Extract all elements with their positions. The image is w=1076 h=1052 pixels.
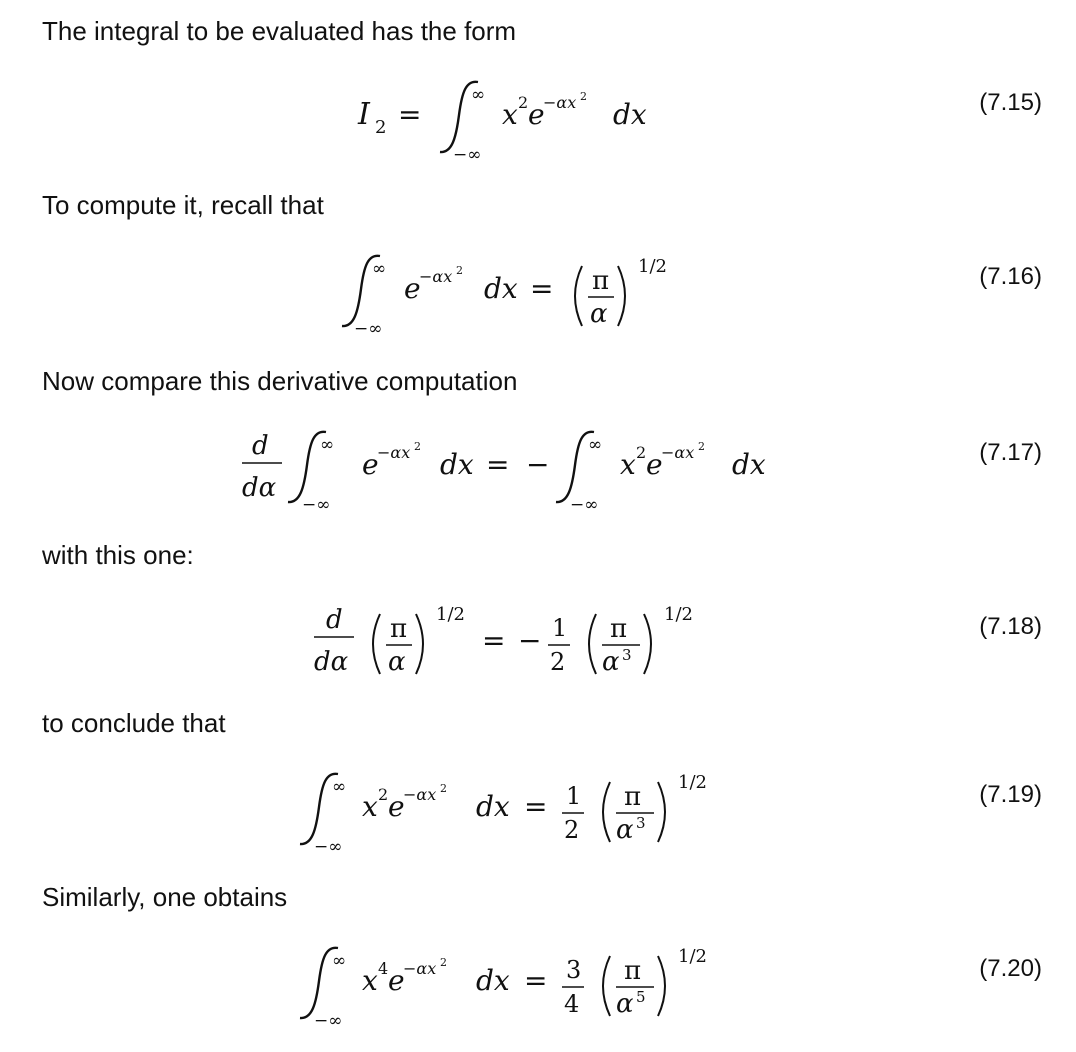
symbol-pi: π [624, 956, 642, 986]
equals-sign: = [398, 98, 422, 131]
paragraph-recall: To compute it, recall that [42, 190, 324, 220]
paragraph-compare: Now compare this derivative computation [42, 366, 518, 396]
upper-limit: ∞ [372, 259, 387, 279]
power-half: 1/2 [678, 946, 707, 967]
left-paren [589, 614, 596, 674]
equals-sign: = [486, 448, 510, 481]
symbol-alpha: α [616, 989, 634, 1019]
paragraph-with-this: with this one: [42, 540, 194, 570]
symbol-dx: dx [613, 98, 647, 131]
superscript-2: 2 [636, 443, 647, 462]
equation-number-7-16: (7.16) [979, 263, 1042, 290]
equation-7-17 [242, 431, 766, 515]
equation-7-16 [342, 256, 667, 339]
exponent: −αx [403, 959, 437, 978]
equation-number-7-20: (7.20) [979, 955, 1042, 982]
symbol-pi: π [592, 266, 610, 296]
equation-number-7-17: (7.17) [979, 439, 1042, 466]
equation-number-7-18: (7.18) [979, 613, 1042, 640]
exponent: −αx [661, 443, 695, 462]
exponent-square: 2 [456, 264, 463, 277]
symbol-x: x [362, 964, 378, 997]
symbol-pi: π [624, 782, 642, 812]
power-half: 1/2 [638, 256, 667, 277]
left-paren [603, 782, 610, 842]
exponent-square: 2 [580, 90, 587, 103]
minus-sign: − [518, 624, 542, 657]
lower-limit: −∞ [354, 319, 383, 339]
symbol-x: x [502, 98, 518, 131]
upper-limit: ∞ [332, 951, 347, 971]
right-paren [658, 956, 665, 1016]
upper-limit: ∞ [320, 435, 335, 455]
symbol-pi: π [390, 614, 408, 644]
superscript-2: 2 [518, 93, 529, 112]
denominator-2: 2 [564, 816, 580, 844]
exponent-square: 2 [414, 440, 421, 453]
exponent: −αx [419, 267, 453, 286]
subscript-2: 2 [375, 117, 387, 138]
symbol-dalpha: dα [242, 473, 277, 503]
denominator-2: 2 [550, 648, 566, 676]
symbol-e: e [646, 448, 663, 481]
upper-limit: ∞ [332, 777, 347, 797]
power-3: 3 [636, 814, 646, 832]
numerator-1: 1 [552, 614, 568, 642]
right-paren [618, 266, 625, 326]
lower-limit: −∞ [453, 145, 482, 165]
symbol-dx: dx [484, 272, 518, 305]
left-paren [373, 614, 380, 674]
symbol-d: d [326, 605, 343, 635]
paragraph-intro: The integral to be evaluated has the form [42, 16, 517, 46]
upper-limit: ∞ [588, 435, 603, 455]
symbol-pi: π [610, 614, 628, 644]
symbol-e: e [404, 272, 421, 305]
symbol-dx: dx [476, 790, 510, 823]
symbol-I: I [358, 97, 370, 132]
equals-sign: = [482, 624, 506, 657]
left-paren [575, 266, 582, 326]
symbol-dx: dx [476, 964, 510, 997]
symbol-x: x [362, 790, 378, 823]
power-3: 3 [622, 646, 632, 664]
lower-limit: −∞ [314, 837, 343, 857]
right-paren [644, 614, 651, 674]
symbol-dx: dx [440, 448, 474, 481]
equation-number-7-19: (7.19) [979, 781, 1042, 808]
symbol-e: e [388, 964, 405, 997]
power-half: 1/2 [678, 772, 707, 793]
symbol-e: e [362, 448, 379, 481]
symbol-dx: dx [732, 448, 766, 481]
equation-7-20 [300, 946, 707, 1031]
symbol-alpha: α [616, 815, 634, 845]
paragraph-similarly: Similarly, one obtains [42, 882, 288, 912]
lower-limit: −∞ [314, 1011, 343, 1031]
exponent: −αx [377, 443, 411, 462]
numerator-3: 3 [566, 956, 582, 984]
symbol-alpha: α [602, 647, 620, 677]
exponent-square: 2 [440, 782, 447, 795]
power-5: 5 [636, 988, 646, 1006]
denominator-4: 4 [564, 990, 580, 1018]
equation-7-15 [357, 82, 647, 165]
right-paren [658, 782, 665, 842]
symbol-d: d [252, 431, 269, 461]
symbol-e: e [528, 98, 545, 131]
symbol-alpha: α [388, 647, 406, 677]
symbol-dalpha: dα [314, 647, 349, 677]
lower-limit: −∞ [570, 495, 599, 515]
right-paren [416, 614, 423, 674]
minus-sign: − [526, 448, 550, 481]
equals-sign: = [524, 964, 548, 997]
equation-number-7-15: (7.15) [979, 89, 1042, 116]
exponent-square: 2 [440, 956, 447, 969]
lower-limit: −∞ [302, 495, 331, 515]
symbol-e: e [388, 790, 405, 823]
symbol-x: x [620, 448, 636, 481]
upper-limit: ∞ [471, 85, 486, 105]
left-paren [603, 956, 610, 1016]
numerator-1: 1 [566, 782, 582, 810]
power-half: 1/2 [436, 604, 465, 625]
exponent: −αx [543, 93, 577, 112]
equation-7-18 [314, 604, 693, 677]
equals-sign: = [530, 272, 554, 305]
symbol-alpha: α [590, 299, 608, 329]
paragraph-conclude: to conclude that [42, 708, 226, 738]
power-half: 1/2 [664, 604, 693, 625]
superscript-2: 2 [378, 785, 389, 804]
equals-sign: = [524, 790, 548, 823]
equation-7-19 [300, 772, 707, 857]
exponent: −αx [403, 785, 437, 804]
superscript-4: 4 [378, 959, 389, 978]
exponent-square: 2 [698, 440, 705, 453]
